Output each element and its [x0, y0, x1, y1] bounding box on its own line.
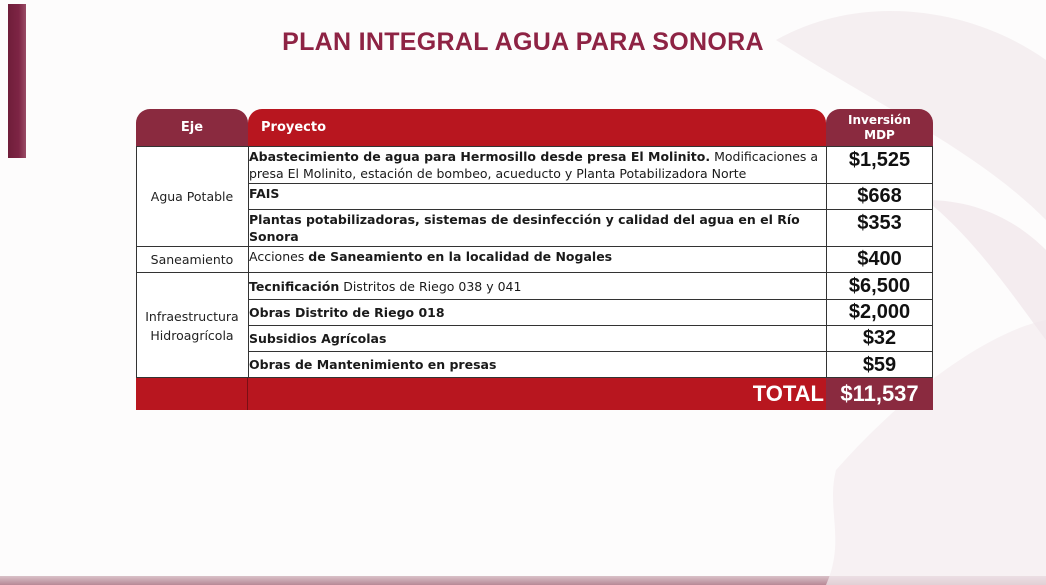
- eje-label-line2: Hidroagrícola: [150, 327, 234, 343]
- amount-row-4: $6,500: [848, 274, 911, 297]
- amount-row-3: $400: [857, 248, 902, 270]
- project-name-bold: Abastecimiento de agua para Hermosillo desde presa El Molinito.: [249, 149, 711, 164]
- amount-row-2: $353: [857, 211, 902, 234]
- amount-row-5: $2,000: [848, 301, 911, 323]
- column-header-inversion-line1: Inversión: [848, 112, 911, 127]
- project-row-0: [249, 148, 825, 182]
- eje-saneamiento: [136, 247, 248, 272]
- project-row-2: [249, 211, 825, 245]
- amount-row-0: $1,525: [848, 148, 911, 171]
- amount-row-1: $668: [857, 185, 902, 207]
- eje-label: Agua Potable: [150, 189, 234, 204]
- project-row-6: [249, 330, 825, 347]
- project-row-1: [249, 185, 825, 202]
- column-header-proyecto-label: Proyecto: [261, 120, 327, 135]
- column-header-inversion-line2: MDP: [864, 127, 895, 142]
- eje-label: Saneamiento: [150, 252, 234, 267]
- project-name-bold: FAIS: [249, 186, 280, 201]
- project-row-7: [249, 356, 825, 373]
- project-description: Distritos de Riego 038 y 041: [339, 279, 522, 294]
- project-name-bold: Obras Distrito de Riego 018: [249, 305, 445, 320]
- column-header-inversion: [826, 109, 933, 146]
- project-name-bold: Obras de Mantenimiento en presas: [249, 357, 497, 372]
- total-empty-cell: [136, 378, 248, 410]
- column-header-eje: [136, 109, 248, 146]
- project-row-5: [249, 304, 825, 321]
- column-header-proyecto: [248, 109, 826, 146]
- project-row-4: [249, 278, 825, 295]
- eje-label-line1: Infraestructura: [145, 308, 239, 324]
- page-title: PLAN INTEGRAL AGUA PARA SONORA: [282, 28, 764, 56]
- project-description: Acciones: [249, 249, 309, 264]
- eje-agua-potable: [136, 147, 248, 246]
- amount-row-6: $32: [862, 327, 897, 349]
- column-header-eje-label: Eje: [180, 120, 204, 135]
- project-description: Modificaciones a presa El Molinito, estación de bombeo, acueducto y Planta Potabilizadora Norte: [249, 149, 819, 181]
- total-amount: $11,537: [826, 378, 933, 410]
- project-name-bold: Tecnificación: [249, 279, 340, 294]
- amount-row-7: $59: [862, 353, 897, 376]
- row-divider: [136, 272, 933, 273]
- row-divider: [136, 246, 933, 247]
- total-label: TOTAL: [752, 381, 824, 406]
- eje-infraestructura-hidroagricola: [136, 273, 248, 378]
- project-name-bold: de Saneamiento en la localidad de Nogales: [308, 249, 613, 264]
- project-name-bold: Subsidios Agrícolas: [249, 331, 387, 346]
- project-row-3: [249, 248, 825, 265]
- project-name-bold: Plantas potabilizadoras, sistemas de desinfección y calidad del agua en el Río Sonora: [249, 212, 800, 244]
